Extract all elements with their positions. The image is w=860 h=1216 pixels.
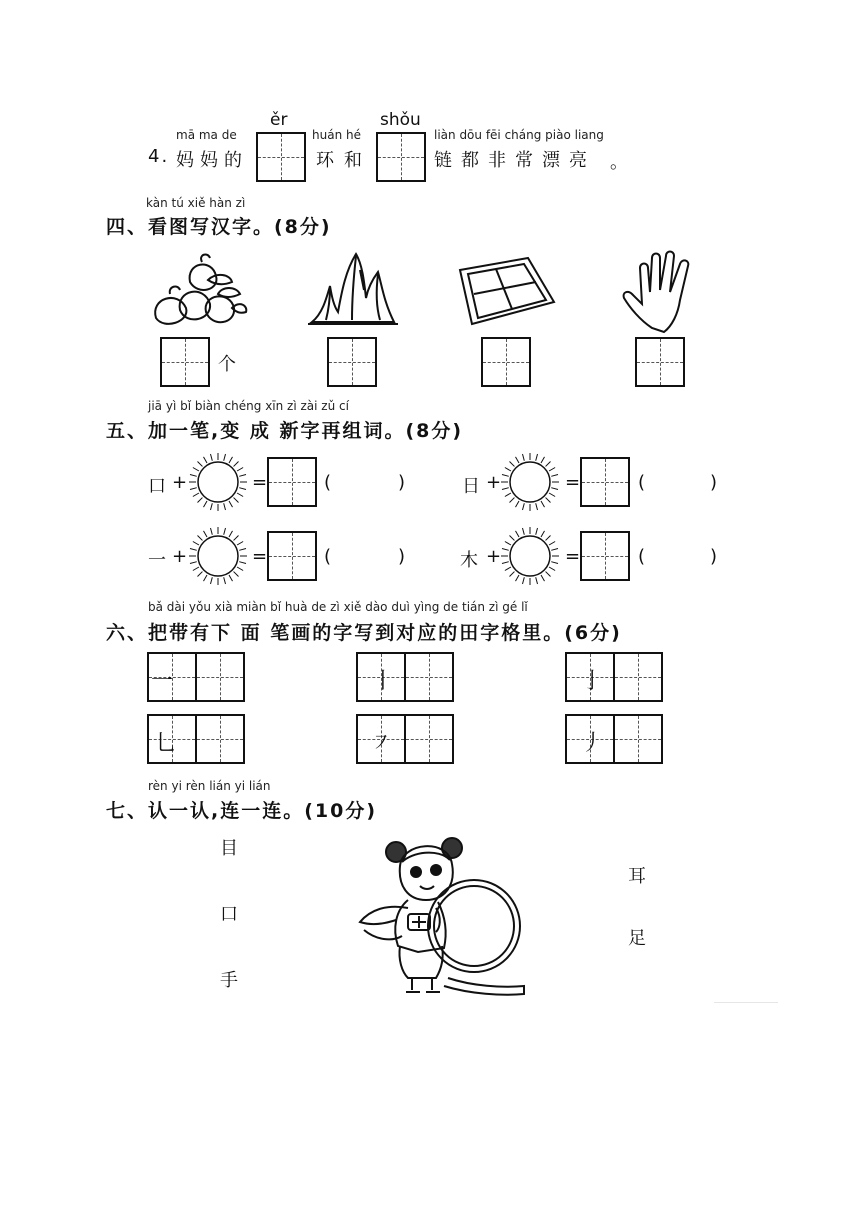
section7-title: 七、认一认,连一连。(10分) xyxy=(106,800,378,822)
paren-close: ) xyxy=(710,472,718,493)
pinyin-tail: liàn dōu fēi cháng piào liang xyxy=(434,128,604,142)
equals-sign: = xyxy=(565,472,581,493)
q4-period: 。 xyxy=(610,152,634,173)
paren-open: ( xyxy=(638,546,646,567)
paren-open: ( xyxy=(638,472,646,493)
answer-box-peaches[interactable] xyxy=(160,337,210,387)
q4-number: 4. xyxy=(148,146,170,167)
section6-title: 六、把带有下 面 笔画的字写到对应的田字格里。(6分) xyxy=(106,622,622,644)
pinyin-er: ěr xyxy=(270,110,288,130)
answer-box-mountain[interactable] xyxy=(327,337,377,387)
equals-sign: = xyxy=(565,546,581,567)
mountain-picture xyxy=(308,250,398,330)
sun-icon xyxy=(500,526,560,586)
equals-sign: = xyxy=(252,546,268,567)
stroke-label: 亅 xyxy=(581,669,604,694)
equals-sign: = xyxy=(252,472,268,493)
word-input[interactable] xyxy=(648,466,708,496)
stroke-box xyxy=(147,714,197,764)
sun-icon xyxy=(188,452,248,512)
stroke-box xyxy=(147,652,197,702)
answer-box-hand[interactable] xyxy=(635,337,685,387)
section7-pinyin: rèn yi rèn lián yi lián xyxy=(148,779,271,793)
base-char: 一 xyxy=(148,550,166,571)
stroke-label: 乚 xyxy=(155,731,178,756)
paren-close: ) xyxy=(398,472,406,493)
stroke-label: ㇇ xyxy=(370,731,393,756)
suffix-ge: 个 xyxy=(218,354,236,375)
pinyin-shou: shǒu xyxy=(380,110,421,130)
answer-box-new-char[interactable] xyxy=(267,457,317,507)
word-input[interactable] xyxy=(334,540,394,570)
section4-pinyin: kàn tú xiě hàn zì xyxy=(146,196,246,210)
hand-picture xyxy=(620,248,710,338)
word-input[interactable] xyxy=(648,540,708,570)
peaches-picture xyxy=(150,250,250,335)
stroke-box xyxy=(565,714,615,764)
answer-box-stroke[interactable] xyxy=(195,652,245,702)
right-word[interactable]: 耳 xyxy=(628,866,646,887)
q4-text-huan-he: 环和 xyxy=(316,150,372,171)
answer-box-er[interactable] xyxy=(256,132,306,182)
section5-title: 五、加一笔,变 成 新字再组词。(8分) xyxy=(106,420,464,442)
base-char: 木 xyxy=(460,550,478,571)
answer-box-field[interactable] xyxy=(481,337,531,387)
answer-box-stroke[interactable] xyxy=(613,652,663,702)
field-picture xyxy=(456,256,556,331)
paren-open: ( xyxy=(324,472,332,493)
stroke-label: 丨 xyxy=(372,669,395,694)
section5-pinyin: jiā yì bǐ biàn chéng xīn zì zài zǔ cí xyxy=(148,399,349,413)
pinyin-mama-de: mā ma de xyxy=(176,128,237,142)
section4-title: 四、看图写汉字。(8分) xyxy=(106,216,332,238)
paren-open: ( xyxy=(324,546,332,567)
sun-icon xyxy=(188,526,248,586)
paren-close: ) xyxy=(710,546,718,567)
answer-box-new-char[interactable] xyxy=(267,531,317,581)
stroke-box xyxy=(356,714,406,764)
stroke-label: 丿 xyxy=(581,731,604,756)
q4-text-tail: 链都非常漂亮 xyxy=(434,150,596,171)
word-input[interactable] xyxy=(334,466,394,496)
answer-box-shou[interactable] xyxy=(376,132,426,182)
answer-box-stroke[interactable] xyxy=(613,714,663,764)
pinyin-huan-he: huán hé xyxy=(312,128,361,142)
child-illustration xyxy=(352,828,532,998)
left-word[interactable]: 口 xyxy=(220,904,238,925)
plus-sign: + xyxy=(486,546,502,567)
stroke-box xyxy=(356,652,406,702)
left-word[interactable]: 目 xyxy=(220,838,238,859)
divider-line xyxy=(714,1002,778,1003)
plus-sign: + xyxy=(172,472,188,493)
paren-close: ) xyxy=(398,546,406,567)
answer-box-stroke[interactable] xyxy=(195,714,245,764)
right-word[interactable]: 足 xyxy=(628,928,646,949)
stroke-box xyxy=(565,652,615,702)
base-char: 日 xyxy=(462,476,480,497)
plus-sign: + xyxy=(486,472,502,493)
answer-box-new-char[interactable] xyxy=(580,457,630,507)
answer-box-stroke[interactable] xyxy=(404,714,454,764)
q4-text-mama-de: 妈妈的 xyxy=(176,150,248,171)
base-char: 口 xyxy=(148,476,166,497)
section6-pinyin: bǎ dài yǒu xià miàn bǐ huà de zì xiě dào duì yìng de tián zì gé lǐ xyxy=(148,600,528,614)
sun-icon xyxy=(500,452,560,512)
plus-sign: + xyxy=(172,546,188,567)
stroke-label: 一 xyxy=(151,669,174,694)
answer-box-stroke[interactable] xyxy=(404,652,454,702)
answer-box-new-char[interactable] xyxy=(580,531,630,581)
left-word[interactable]: 手 xyxy=(220,970,238,991)
